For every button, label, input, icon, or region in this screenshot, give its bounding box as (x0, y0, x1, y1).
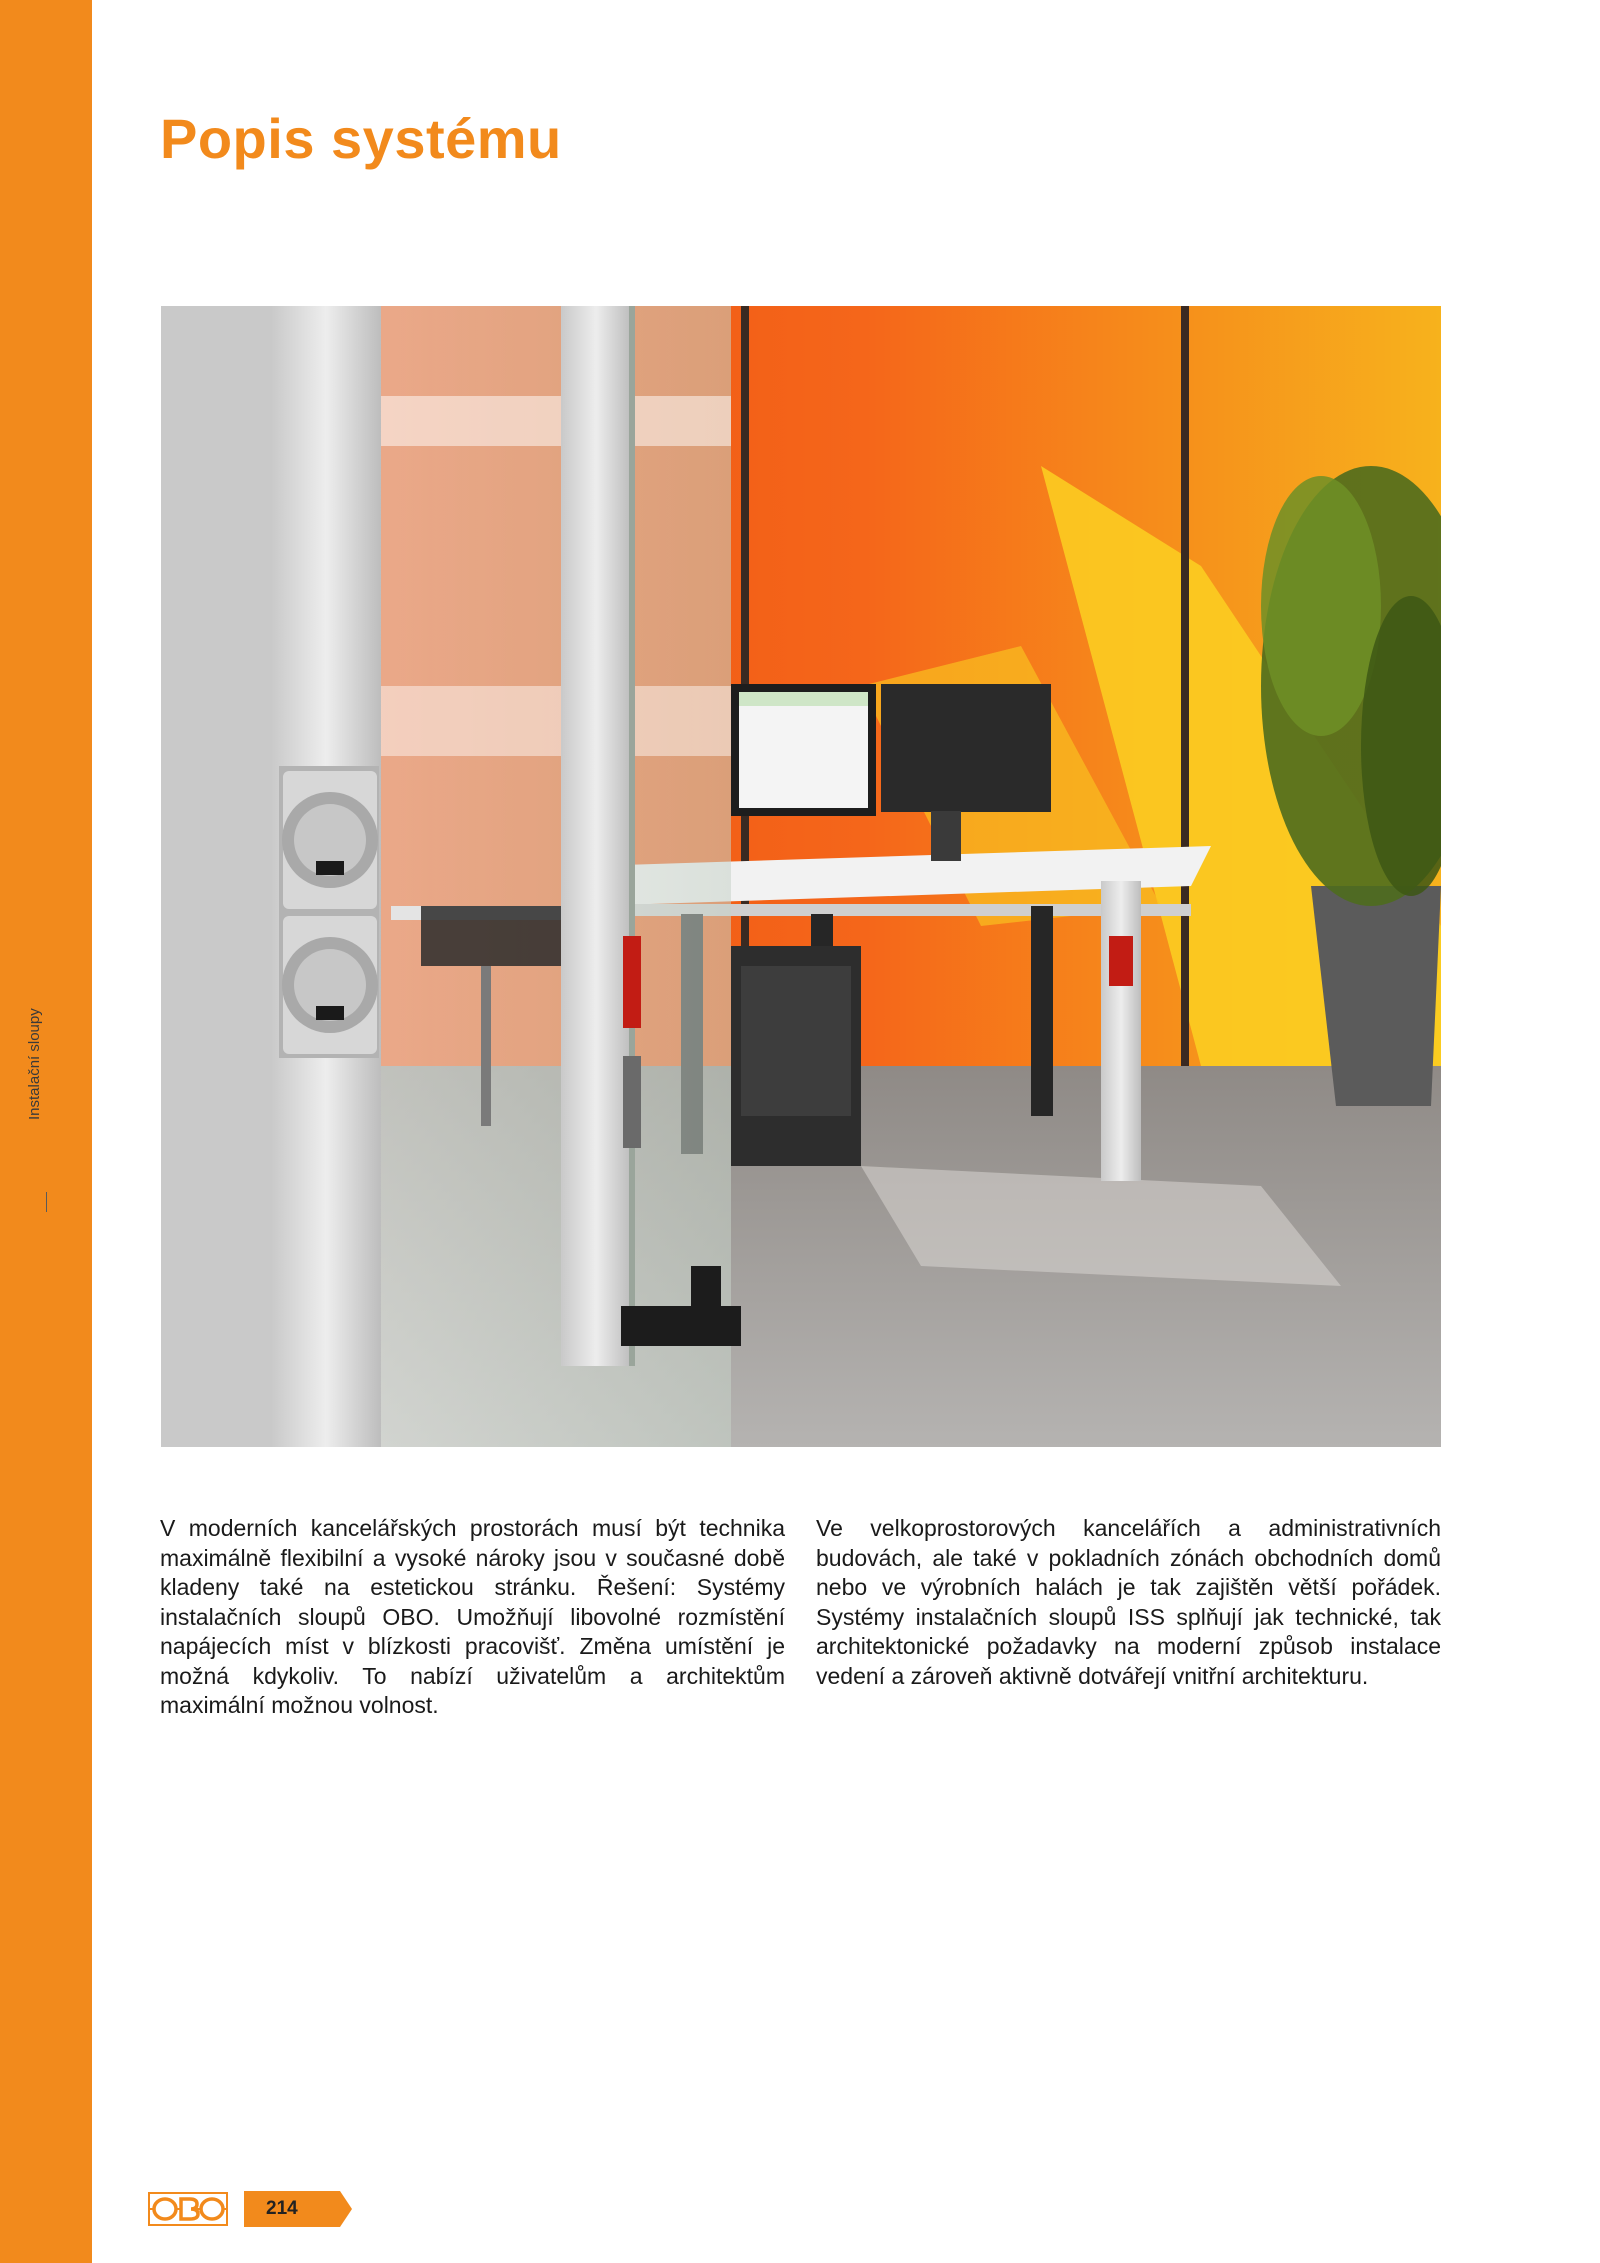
page-title: Popis systému (160, 107, 562, 170)
orange-side-bar (0, 0, 92, 2263)
office-photo (161, 306, 1441, 1447)
intro-paragraph-left: V moderních kancelářských prostorách musí být technika maximálně flexibilní a vysoké nároky jsou v současné době kladeny také na estetickou stránku. Řešení: Systémy instalačních sloupů OBO. Umožňují libovolné rozmístění napájecích míst v blízkosti pracovišť. Změna umístění je možná kdykoliv. To nabízí uživatelům a architektům maximální možnou volnost. (160, 1515, 785, 1718)
section-label: Instalační sloupy (26, 1008, 43, 1120)
section-divider (46, 1192, 47, 1212)
page-number: 214 (266, 2198, 298, 2219)
obo-logo (148, 2192, 228, 2226)
page-number-badge (244, 2191, 352, 2227)
intro-paragraph-right: Ve velkoprostorových kancelářích a administrativních budovách, ale také v pokladních zónách obchodních domů nebo ve výrobních halách je tak zajištěn větší pořádek. Systémy instalačních sloupů ISS splňují jak technické, tak architektonické požadavky na moderní způsob instalace vedení a zároveň aktivně dotvářejí vnitřní architekturu. (816, 1515, 1441, 1689)
